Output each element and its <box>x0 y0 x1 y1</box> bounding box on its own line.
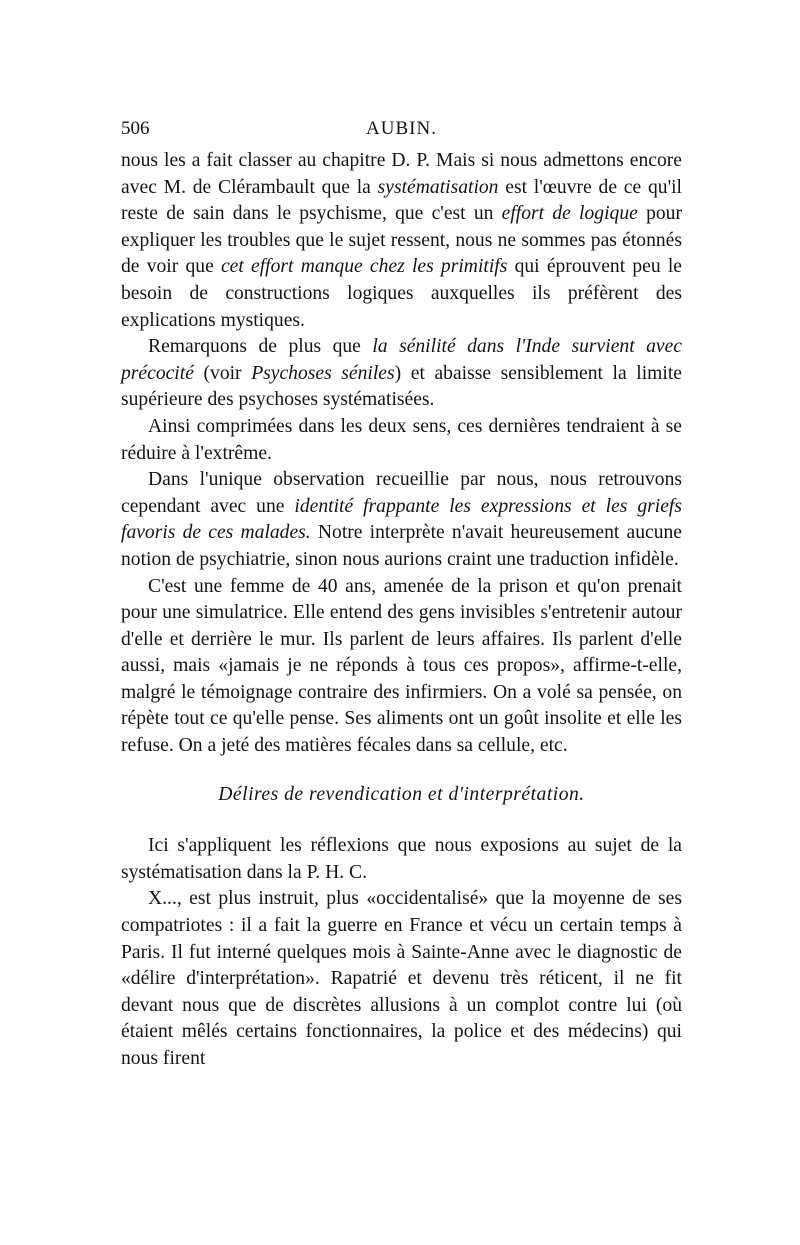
italic-text-run: systématisation <box>377 176 499 198</box>
italic-text-run: Psychoses séniles <box>251 362 395 384</box>
italic-text-run: la sénilité dans l'Inde survient avec précocité <box>121 336 682 384</box>
paragraph-3 <box>121 414 682 467</box>
paragraph-4 <box>121 467 682 573</box>
text-run: pour expliquer les troubles que le sujet ressent, nous ne sommes pas étonnés de voir que <box>121 203 682 278</box>
text-run: Ici s'appliquent les réflexions que nous exposions au sujet de la systématisation dans la P. H. C. <box>121 835 682 883</box>
text-run: qui éprouvent peu le besoin de constructions logiques auxquelles ils préfèrent des explications mystiques. <box>121 256 683 331</box>
text-run: Dans l'unique observation recueillie par nous, nous retrouvons cependant avec une <box>121 469 682 517</box>
text-run: est l'œuvre de ce qu'il reste de sain dans le psychisme, que c'est un <box>121 176 682 225</box>
text-run: Remarquons de plus que <box>148 336 373 358</box>
text-run: X..., est plus instruit, plus «occidentalisé» que la moyenne de ses compatriotes : il a fait la guerre en France et vécu un certain temps à Paris. Il fut interné quelques mois à Sainte-Anne avec le diagnostic de «délire d'interprétation». Rapatrié et devenu très réticent, il ne fit devant nous que de discrètes allusions à un complot contre lui (où étaient mêlés certains fonctionnaires, la police et des médecins) qui nous firent <box>121 888 682 1069</box>
paragraph-2 <box>121 334 682 414</box>
text-run: nous les a fait classer au chapitre D. P. Mais si nous admettons encore avec M. de Clérambault que la <box>121 150 682 198</box>
text-run: C'est une femme de 40 ans, amenée de la prison et qu'on prenait pour une simulatrice. Elle entend des gens invisibles s'entretenir autour d'elle et derrière le mur. Ils parlent de leurs affaires. Ils parlent d'elle aussi, mais «jamais je ne réponds à tous ces propos», affirme-t-elle, malgré le témoignage contraire des infirmiers. On a volé sa pensée, on répète tout ce qu'elle pense. Ses aliments ont un goût insolite et elle les refuse. On a jeté des matières fécales dans sa cellule, etc. <box>121 575 682 757</box>
italic-text-run: cet effort manque chez les primitifs <box>220 256 508 278</box>
book-page <box>121 116 682 1073</box>
text-run: Ainsi comprimées dans les deux sens, ces dernières tendraient à se réduire à l'extrême. <box>121 415 682 464</box>
page-header <box>121 116 682 142</box>
text-run: (voir <box>193 362 252 384</box>
paragraph-6 <box>121 833 682 886</box>
section-heading: Délires de revendication et d'interprétation. <box>218 783 585 805</box>
paragraph-7 <box>121 886 682 1072</box>
text-run: Notre interprète n'avait heureusement aucune notion de psychiatrie, sinon nous aurions craint une traduction infidèle. <box>121 522 682 570</box>
paragraph-5 <box>121 574 682 760</box>
paragraph-1 <box>121 148 682 334</box>
body-text <box>121 148 682 1073</box>
text-run: ) et abaisse sensiblement la limite supérieure des psychoses systématisées. <box>121 362 682 411</box>
running-head: AUBIN. <box>366 118 437 139</box>
italic-text-run: identité frappante les expressions et les griefs favoris de ces malades. <box>121 495 682 544</box>
italic-text-run: effort de logique <box>501 203 638 225</box>
page-number: 506 <box>121 118 150 139</box>
